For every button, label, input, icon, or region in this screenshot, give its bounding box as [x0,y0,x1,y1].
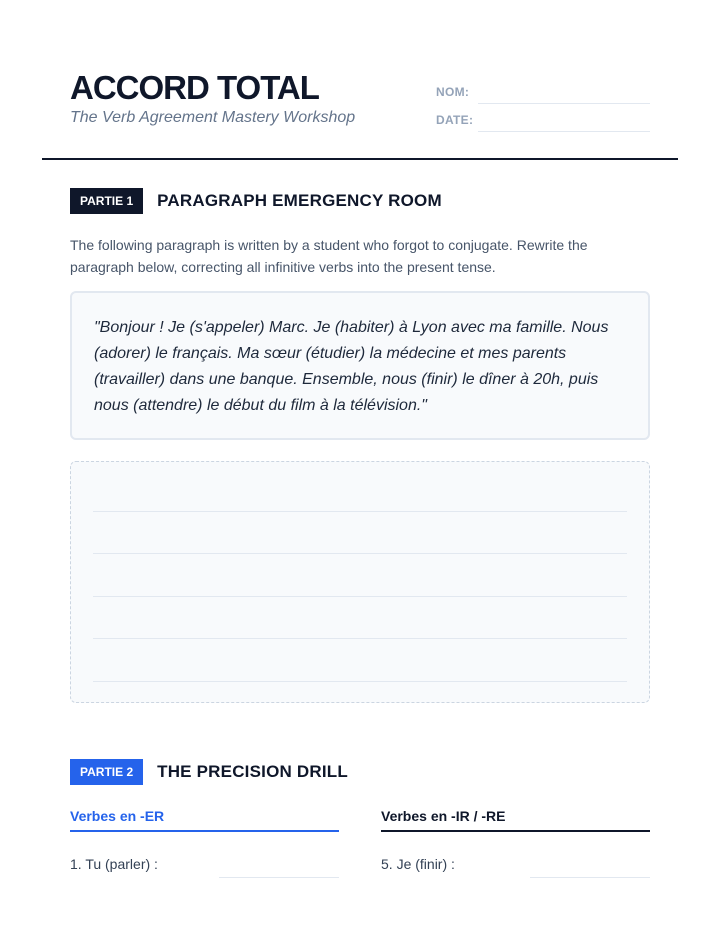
worksheet-header [70,70,650,140]
drill-item-label: 1. Tu (parler) : [70,856,158,872]
writing-line[interactable] [93,681,627,682]
drill-answer-line[interactable] [530,877,650,878]
date-field-line[interactable] [478,131,650,132]
part1-badge: PARTIE 1 [70,188,143,214]
drill-item [70,854,339,878]
student-paragraph-box [70,291,650,440]
writing-line[interactable] [93,638,627,639]
part2-badge: PARTIE 2 [70,759,143,785]
er-verbs-heading: Verbes en -ER [70,806,339,832]
drill-item-label: 5. Je (finir) : [381,856,455,872]
er-verbs-column [70,806,339,878]
part1-heading [70,188,442,214]
rewrite-area[interactable] [70,461,650,703]
header-divider [42,158,678,160]
student-paragraph: "Bonjour ! Je (s'appeler) Marc. Je (habiter) à Lyon avec ma famille. Nous (adorer) le français. Ma sœur (étudier) la médecine et mes parents (travailler) dans une banque. Ensemble, nous (finir) le dîner à 20h, puis nous (attendre) le début du film à la télévision." [94,319,609,414]
date-field[interactable] [436,110,650,132]
drill-item [381,854,650,878]
ir-re-verbs-column [381,806,650,878]
name-field-line[interactable] [478,103,650,104]
ir-re-verbs-heading: Verbes en -IR / -RE [381,806,650,832]
writing-line[interactable] [93,553,627,554]
worksheet-subtitle: The Verb Agreement Mastery Workshop [70,109,356,126]
worksheet-title: ACCORD TOTAL [70,69,319,106]
part1-instructions: The following paragraph is written by a student who forgot to conjugate. Rewrite the paragraph below, correcting all infinitive verbs into the present tense. [70,237,588,275]
writing-line[interactable] [93,511,627,512]
name-field[interactable] [436,82,650,104]
part1-title: PARAGRAPH EMERGENCY ROOM [157,191,442,210]
part2-title: THE PRECISION DRILL [157,762,348,781]
date-field-label: DATE: [436,113,474,127]
drill-answer-line[interactable] [219,877,339,878]
name-field-label: NOM: [436,85,470,99]
writing-line[interactable] [93,596,627,597]
part2-heading [70,759,348,785]
